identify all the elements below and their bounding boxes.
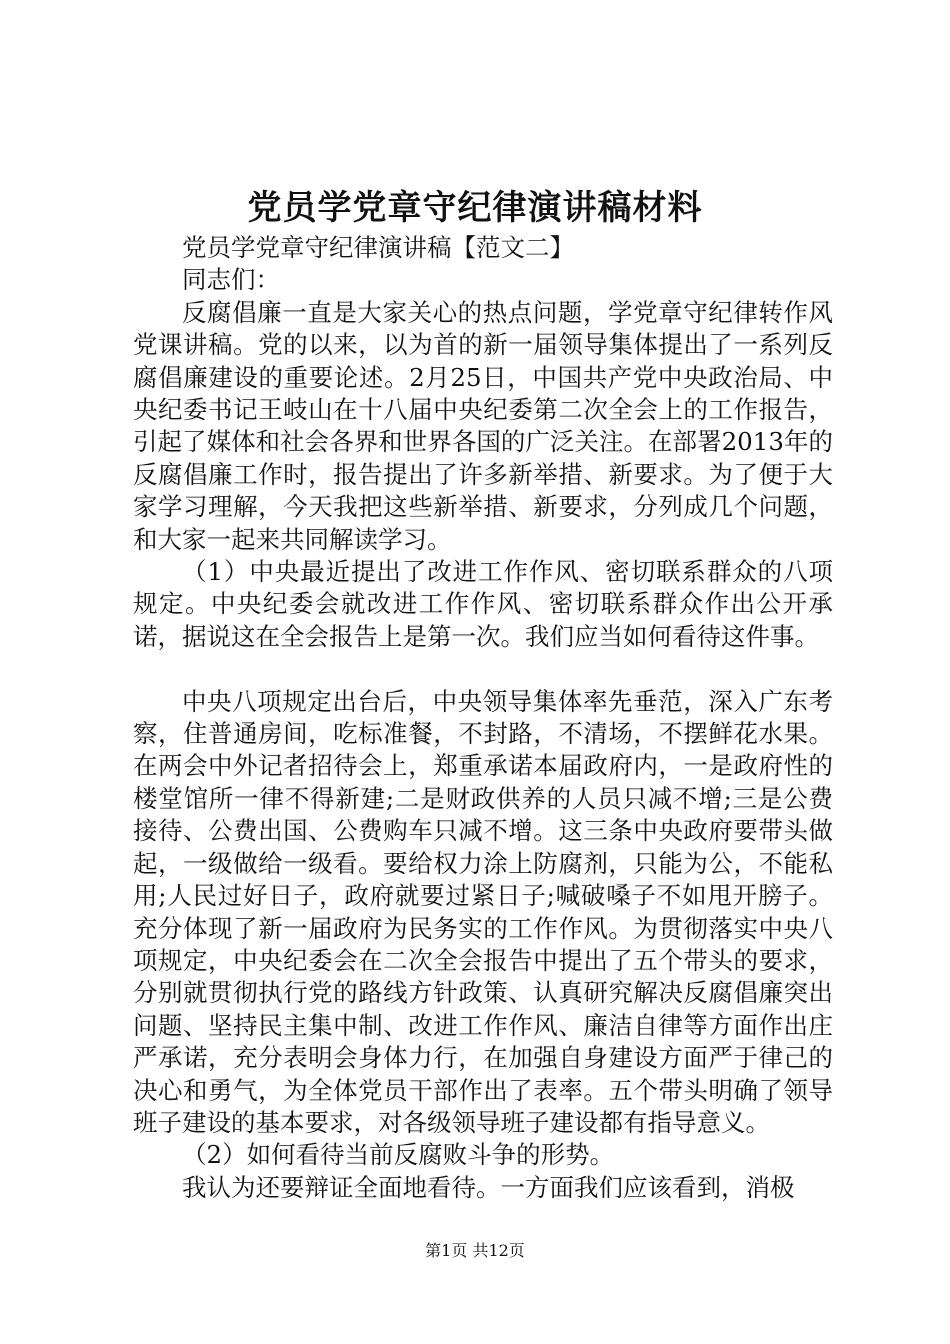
body-paragraph: 我认为还要辩证全面地看待。一方面我们应该看到，消极 bbox=[182, 1172, 795, 1202]
salutation-paragraph: 同志们： bbox=[182, 265, 280, 295]
document-title: 党员学党章守纪律演讲稿材料 bbox=[247, 188, 703, 228]
section-heading-paragraph: （2）如何看待当前反腐败斗争的形势。 bbox=[182, 1140, 615, 1170]
body-paragraph: （1）中央最近提出了改进工作作风、密切联系群众的八项规定。中央纪委会就改进工作作风、密切联系群众作出公开承诺，据说这在全会报告上是第一次。我们应当如何看待这件事。 bbox=[133, 557, 833, 651]
body-paragraph: 反腐倡廉一直是大家关心的热点问题，学党章守纪律转作风党课讲稿。党的以来，以为首的新一届领导集体提出了一系列反腐倡廉建设的重要论述。2月25日，中国共产党中央政治局、中央纪委书记王岐山在十八届中央纪委第二次全会上的工作报告，引起了媒体和社会各界和世界各国的广泛关注。在部署2013年的反腐倡廉工作时，报告提出了许多新举措、新要求。为了便于大家学习理解，今天我把这些新举措、新要求，分列成几个问题，和大家一起来共同解读学习。 bbox=[133, 297, 833, 554]
subtitle-paragraph: 党员学党章守纪律演讲稿【范文二】 bbox=[182, 233, 574, 262]
body-paragraph: 中央八项规定出台后，中央领导集体率先垂范，深入广东考察，住普通房间，吃标准餐，不封路，不清场，不摆鲜花水果。在两会中外记者招待会上，郑重承诺本届政府内，一是政府性的楼堂馆所一律不得新建;二是财政供养的人员只减不增;三是公费接待、公费出国、公费购车只减不增。这三条中央政府要带头做起，一级做给一级看。要给权力涂上防腐剂，只能为公，不能私用;人民过好日子，政府就要过紧日子;喊破嗓子不如甩开膀子。充分体现了新一届政府为民务实的工作作风。为贯彻落实中央八项规定，中央纪委会在二次全会报告中提出了五个带头的要求，分别就贯彻执行党的路线方针政策、认真研究解决反腐倡廉突出问题、坚持民主集中制、改进工作作风、廉洁自律等方面作出庄严承诺，充分表明会身体力行，在加强自身建设方面严于律己的决心和勇气，为全体党员干部作出了表率。五个带头明确了领导班子建设的基本要求，对各级领导班子建设都有指导意义。 bbox=[133, 686, 833, 1137]
document-body bbox=[133, 232, 833, 1204]
page-number-footer: 第1页 共12页 bbox=[425, 1241, 525, 1260]
paragraph-spacer bbox=[133, 653, 833, 685]
